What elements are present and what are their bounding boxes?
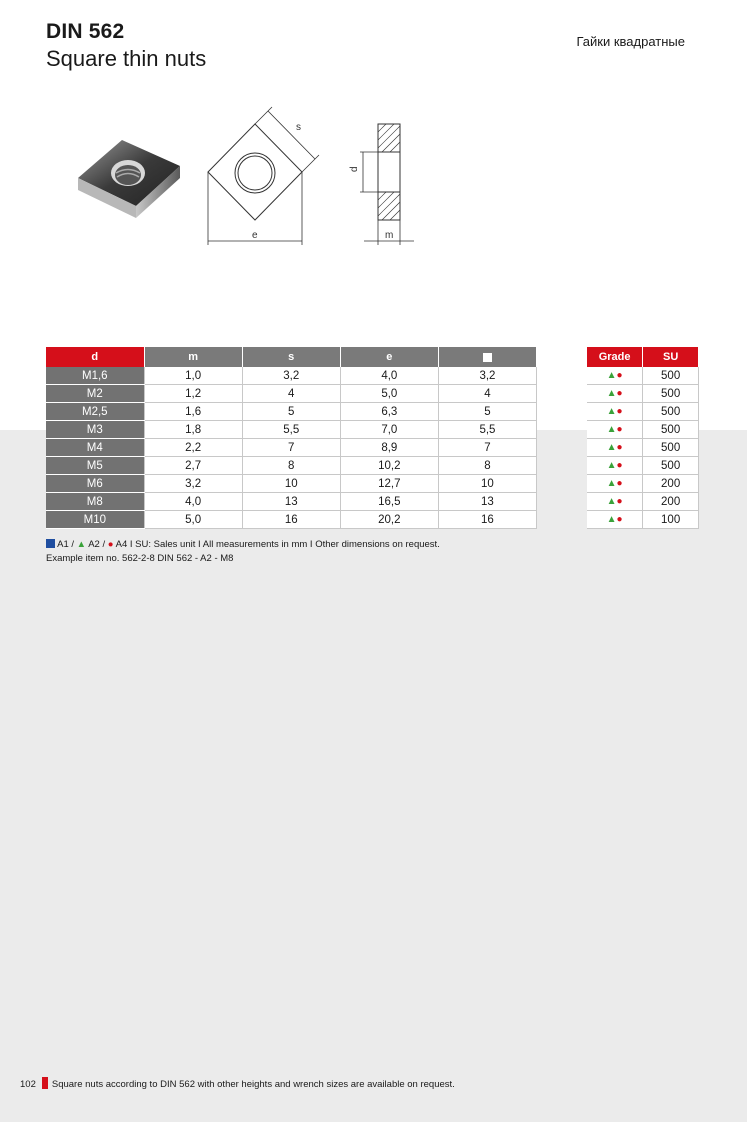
a4-dot-icon: ● (616, 478, 623, 489)
footer-note: Square nuts according to DIN 562 with other heights and wrench sizes are available on request. (51, 1079, 455, 1090)
grade-symbols (587, 403, 643, 421)
cell-su: 500 (643, 421, 699, 439)
legend-line (46, 538, 440, 552)
a2-triangle-icon: ▲ (606, 460, 617, 471)
col-header-grade: Grade (587, 347, 643, 367)
a4-dot-icon: ● (616, 442, 623, 453)
legend-text: I SU: Sales unit I All measurements in mm I Other dimensions on request. (129, 539, 440, 550)
table-row (587, 511, 699, 529)
cell-m: 1,0 (144, 367, 242, 385)
grade-symbols (587, 439, 643, 457)
cell-su: 500 (643, 403, 699, 421)
cell-e: 16,5 (340, 493, 438, 511)
dim-d-label: d (349, 166, 360, 172)
cell-su: 200 (643, 493, 699, 511)
table-row (587, 385, 699, 403)
a4-dot-icon: ● (616, 460, 623, 471)
table-row (46, 475, 537, 493)
table-row (46, 421, 537, 439)
grade-symbols (587, 367, 643, 385)
grade-table (587, 347, 699, 529)
cell-s: 7 (242, 439, 340, 457)
a2-triangle-icon: ▲ (606, 442, 617, 453)
cell-square: 8 (438, 457, 536, 475)
table-row (587, 367, 699, 385)
cell-su: 500 (643, 457, 699, 475)
cell-square: 5 (438, 403, 536, 421)
cell-m: 2,2 (144, 439, 242, 457)
grade-symbols (587, 385, 643, 403)
cell-s: 10 (242, 475, 340, 493)
cell-d: M4 (46, 439, 144, 457)
legend-a2: A2 (88, 539, 100, 550)
cell-su: 100 (643, 511, 699, 529)
cell-s: 16 (242, 511, 340, 529)
table-row (46, 457, 537, 475)
cell-s: 8 (242, 457, 340, 475)
col-header-square (438, 347, 536, 367)
dim-e-label: e (252, 230, 258, 241)
cell-m: 1,8 (144, 421, 242, 439)
a1-square-icon (46, 539, 55, 548)
table-row (46, 403, 537, 421)
cell-s: 13 (242, 493, 340, 511)
table-row (587, 403, 699, 421)
a2-triangle-icon: ▲ (76, 539, 87, 550)
cell-e: 7,0 (340, 421, 438, 439)
grade-symbols (587, 421, 643, 439)
table-row (587, 475, 699, 493)
cell-e: 6,3 (340, 403, 438, 421)
cell-square: 3,2 (438, 367, 536, 385)
a2-triangle-icon: ▲ (606, 496, 617, 507)
a2-triangle-icon: ▲ (606, 388, 617, 399)
cell-su: 200 (643, 475, 699, 493)
a4-dot-icon: ● (616, 406, 623, 417)
page-subtitle: Square thin nuts (46, 46, 207, 71)
cell-m: 4,0 (144, 493, 242, 511)
col-header-su: SU (643, 347, 699, 367)
dim-s-label: s (296, 122, 301, 133)
cell-square: 7 (438, 439, 536, 457)
cell-s: 4 (242, 385, 340, 403)
cell-d: M1,6 (46, 367, 144, 385)
grade-symbols (587, 511, 643, 529)
footer (20, 1077, 455, 1090)
a4-dot-icon: ● (616, 370, 623, 381)
square-icon (483, 353, 492, 362)
table-row (46, 385, 537, 403)
legend-a4: A4 (115, 539, 128, 550)
a4-dot-icon: ● (616, 496, 623, 507)
cell-square: 10 (438, 475, 536, 493)
cell-e: 12,7 (340, 475, 438, 493)
table-row (46, 367, 537, 385)
legend-sep: / (71, 539, 75, 550)
cell-e: 5,0 (340, 385, 438, 403)
cell-m: 1,6 (144, 403, 242, 421)
cell-s: 5,5 (242, 421, 340, 439)
a2-triangle-icon: ▲ (606, 424, 617, 435)
a4-dot-icon: ● (616, 388, 623, 399)
legend-sep: / (102, 539, 106, 550)
legend (46, 538, 440, 566)
page-number: 102 (20, 1079, 36, 1090)
cell-d: M2,5 (46, 403, 144, 421)
cell-e: 20,2 (340, 511, 438, 529)
col-header-e: e (340, 347, 438, 367)
cell-d: M3 (46, 421, 144, 439)
table-row (46, 493, 537, 511)
cell-square: 5,5 (438, 421, 536, 439)
a2-triangle-icon: ▲ (606, 514, 617, 525)
a4-dot-icon: ● (616, 424, 623, 435)
a2-triangle-icon: ▲ (606, 406, 617, 417)
a4-dot-icon: ● (616, 514, 623, 525)
table-row (46, 511, 537, 529)
cell-e: 4,0 (340, 367, 438, 385)
cell-m: 2,7 (144, 457, 242, 475)
cell-d: M5 (46, 457, 144, 475)
legend-a1: A1 (57, 539, 69, 550)
table-row (587, 493, 699, 511)
cell-s: 3,2 (242, 367, 340, 385)
cell-m: 1,2 (144, 385, 242, 403)
cell-e: 8,9 (340, 439, 438, 457)
cell-d: M8 (46, 493, 144, 511)
cell-square: 4 (438, 385, 536, 403)
cell-su: 500 (643, 385, 699, 403)
page-title: DIN 562 (46, 20, 125, 43)
cell-square: 16 (438, 511, 536, 529)
footer-accent-bar (42, 1077, 48, 1089)
dimensions-table (46, 347, 537, 529)
a4-dot-icon: ● (107, 539, 114, 550)
cell-d: M10 (46, 511, 144, 529)
grade-symbols (587, 475, 643, 493)
cell-d: M2 (46, 385, 144, 403)
title-russian: Гайки квадратные (576, 34, 685, 49)
cell-d: M6 (46, 475, 144, 493)
cell-su: 500 (643, 367, 699, 385)
cell-e: 10,2 (340, 457, 438, 475)
nut-photo (70, 118, 188, 230)
a2-triangle-icon: ▲ (606, 370, 617, 381)
grade-symbols (587, 457, 643, 475)
cell-m: 5,0 (144, 511, 242, 529)
table-row (587, 457, 699, 475)
col-header-s: s (242, 347, 340, 367)
technical-drawing (200, 100, 430, 250)
cell-su: 500 (643, 439, 699, 457)
cell-s: 5 (242, 403, 340, 421)
table-row (46, 439, 537, 457)
table-row (587, 439, 699, 457)
table-row (587, 421, 699, 439)
cell-square: 13 (438, 493, 536, 511)
example-item: Example item no. 562-2-8 DIN 562 - A2 - M8 (46, 553, 234, 564)
a2-triangle-icon: ▲ (606, 478, 617, 489)
dim-m-label: m (385, 230, 394, 241)
grade-symbols (587, 493, 643, 511)
col-header-d: d (46, 347, 144, 367)
col-header-m: m (144, 347, 242, 367)
cell-m: 3,2 (144, 475, 242, 493)
